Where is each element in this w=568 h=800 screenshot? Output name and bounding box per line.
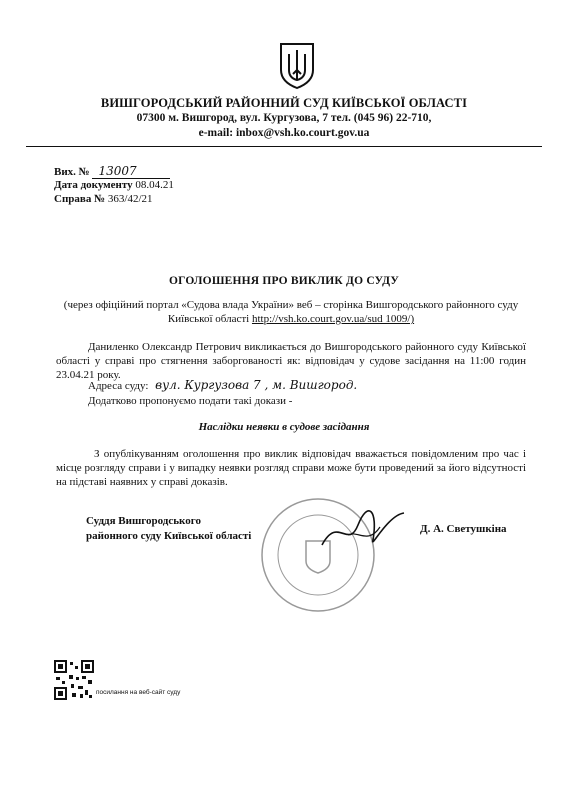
address-label: Адреса суду:	[88, 380, 149, 392]
court-website-link[interactable]: http://vsh.ko.court.gov.ua/sud 1009/)	[251, 313, 415, 325]
judge-name: Д. А. Светушкіна	[420, 523, 507, 535]
case-number	[54, 193, 153, 205]
outgoing-number-label: Вих. №	[54, 166, 90, 178]
qr-caption: посилання на веб-сайт суду	[96, 689, 181, 696]
document-date	[54, 179, 174, 191]
court-name: ВИШГОРОДСЬКИЙ РАЙОННИЙ СУД КИЇВСЬКОЇ ОБЛАСТІ	[100, 96, 468, 110]
notice-subtitle-text: (через офіційний портал «Судова влада України» веб – сторінка Вишгородського районного суду Київської області	[63, 299, 519, 325]
coat-of-arms-icon	[271, 40, 323, 92]
extra-evidence: Додатково пропонуємо подати такі докази -	[88, 395, 293, 407]
notice-subtitle	[56, 298, 526, 326]
court-address-row	[88, 378, 357, 392]
judge-signature-icon	[318, 505, 408, 555]
header-divider	[26, 146, 542, 147]
case-number-label: Справа №	[54, 193, 106, 205]
summons-paragraph: Даниленко Олександр Петрович викликається до Вишгородського районного суду Київської області у справі про стягнення заборгованості як: відповідач у судове засідання на 11:00 годин 23.04.21 року.	[56, 341, 526, 381]
court-email: e-mail: inbox@vsh.ko.court.gov.ua	[198, 127, 370, 139]
court-address: 07300 м. Вишгород, вул. Кургузова, 7 тел. (045 96) 22-710,	[136, 112, 432, 124]
judge-title-line2: районного суду Київської області	[86, 530, 252, 542]
outgoing-number	[54, 164, 170, 179]
outgoing-number-value: 13007	[92, 164, 170, 179]
qr-code-icon[interactable]	[54, 660, 94, 700]
document-date-value: 08.04.21	[135, 179, 174, 191]
notice-title: ОГОЛОШЕННЯ ПРО ВИКЛИК ДО СУДУ	[168, 275, 400, 287]
judge-title-line1: Суддя Вишгородського	[86, 515, 201, 527]
address-handwritten: вул. Кургузова 7 , м. Вишгород.	[155, 378, 358, 392]
document-date-label: Дата документу	[54, 179, 133, 191]
case-number-value: 363/42/21	[107, 193, 153, 205]
consequences-paragraph: З опублікуванням оголошення про виклик відповідач вважається повідомленим про час і місце розгляду справи і у випадку неявки розгляд справи може бути проведений за його відсутності на підставі наявних у справі доказів.	[56, 448, 526, 488]
consequences-title: Наслідки неявки в судове засідання	[198, 421, 370, 433]
